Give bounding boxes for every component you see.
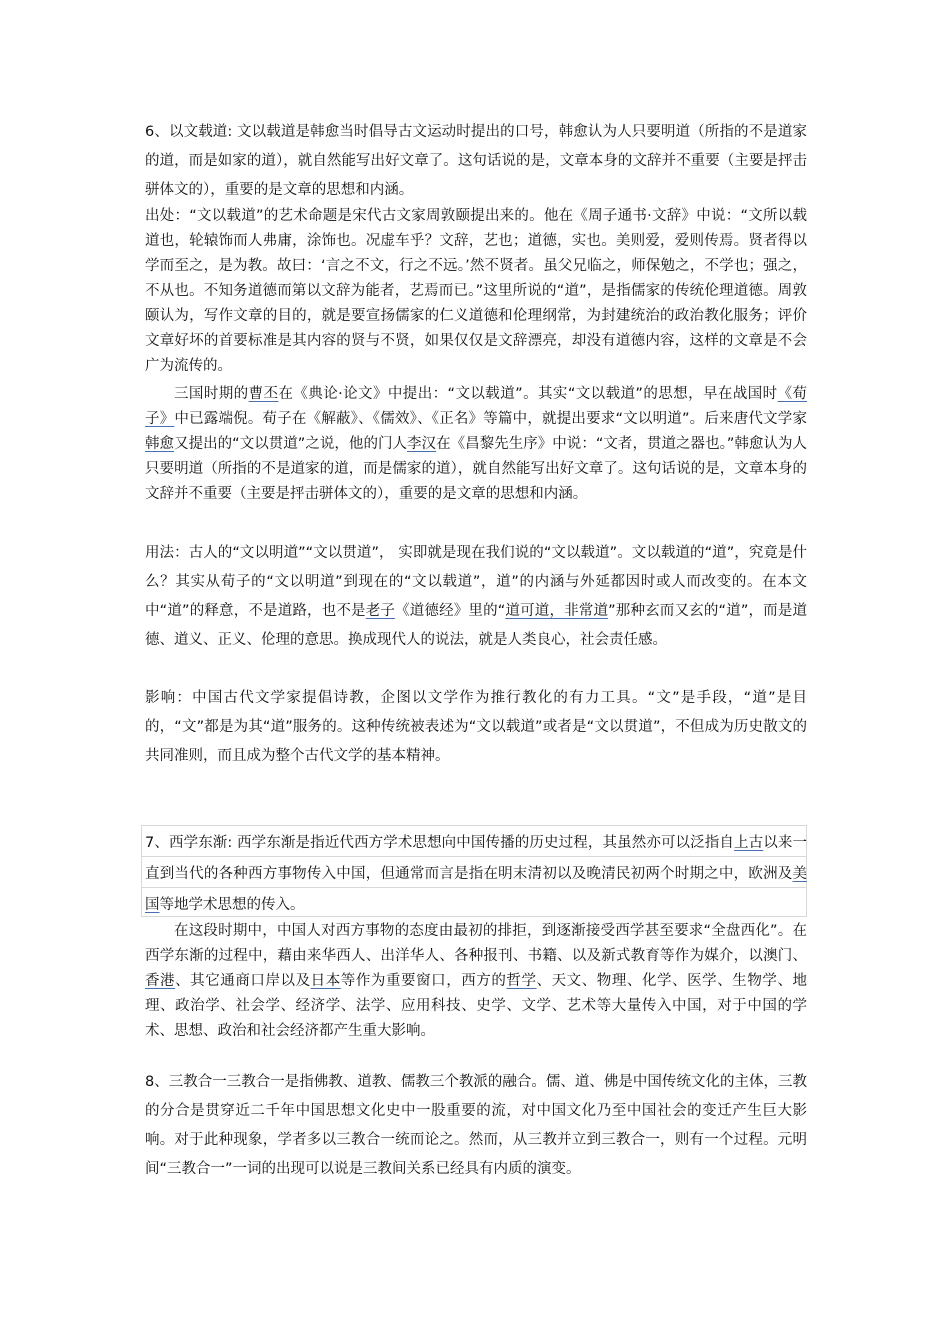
paragraph-text: 8、三教合一三教合一是指佛教、道教、儒教三个教派的融合。儒、道、佛是中国传统文化的主体，三教的分合是贯穿近二千年中国思想文化史中一股重要的流，对中国文化乃至中国社会的变迁产生巨大影响。对于此种现象，学者多以三教合一统而论之。然而，从三教并立到三教合一，则有一个过程。元明间“三教合一”一词的出现可以说是三教间关系已经具有内质的演变。 bbox=[145, 1074, 807, 1177]
text-run: 在《典论·论文》中提出：“文以载道”。其实“文以载道”的思想，早在战国时 bbox=[278, 386, 778, 402]
link-hanyu[interactable]: 韩愈 bbox=[145, 436, 175, 452]
paragraph-text: 出处：“文以载道”的艺术命题是宋代古文家周敦颐提出来的。他在《周子通书·文辞》中说：“文所以载道也，轮辕饰而人弗庸，涂饰也。况虚车乎？文辞，艺也；道德，实也。美则爱，爱则传焉。贤者得以学而至之，是为教。故曰：‘言之不文，行之不远。’然不贤者。虽父兄临之，师保勉之，不学也；强之，不从也。不知务道德而第以文辞为能者，艺焉而已。”这里所说的“道”，是指儒家的传统伦理道德。周敦颐认为，写作文章的目的，就是要宣扬儒家的仁义道德和伦理纲常，为封建统治的政治教化服务；评价文章好坏的首要标准是其内容的贤与不贤，如果仅仅是文辞漂亮，却没有道德内容，这样的文章是不会广为流传的。 bbox=[145, 208, 807, 374]
text-run: 中已露端倪。荀子在《解蔽》、《儒效》、《正名》等篇中，就提出要求“文以明道”。后来唐代文学家 bbox=[174, 411, 807, 427]
text-run: 、其它通商口岸以及 bbox=[175, 973, 311, 989]
text-run: 三国时期的 bbox=[174, 386, 249, 402]
paragraph-text bbox=[145, 382, 807, 507]
section-7-body-paragraph bbox=[145, 919, 807, 1044]
link-laozi[interactable]: 老子 bbox=[365, 603, 396, 619]
link-lihan[interactable]: 李汉 bbox=[407, 436, 437, 452]
paragraph-text bbox=[145, 919, 807, 1044]
text-run: 又提出的“文以贯道”之说，他的门人 bbox=[174, 436, 408, 452]
text-run: 、天文、物理、化学、医学、生物学、地理、政治学、社会学、经济学、法学、应用科技、史学、文学、艺术等大量传入中国，对于中国的学术、思想、政治和社会经济都产生重大影响。 bbox=[145, 973, 808, 1039]
text-run: 7、西学东渐: 西学东渐是指近代西方学术思想向中国传播的历史过程，其虽然亦可以泛指自 bbox=[145, 835, 735, 851]
link-zhexue[interactable]: 哲学 bbox=[506, 973, 537, 989]
section-8-paragraph bbox=[145, 1068, 807, 1184]
text-run: 等地学术思想的传入。 bbox=[159, 897, 305, 913]
paragraph-text: 影响：中国古代文学家提倡诗教，企图以文学作为推行教化的有力工具。“文”是手段，“道”是目的，“文”都是为其“道”服务的。这种传统被表述为“文以载道”或者是“文以贯道”，不但成为历史散文的共同准则，而且成为整个古代文学的基本精神。 bbox=[145, 690, 807, 764]
section-6-influence-paragraph bbox=[145, 684, 807, 771]
text-run: 《道德经》里的“ bbox=[395, 603, 506, 619]
section-6-source-paragraph bbox=[145, 204, 807, 379]
paragraph-text bbox=[145, 828, 807, 921]
section-6-usage-paragraph bbox=[145, 539, 807, 655]
link-riben[interactable]: 日本 bbox=[310, 973, 341, 989]
link-xianggang[interactable]: 香港 bbox=[145, 973, 176, 989]
section-6-sanguo-paragraph bbox=[145, 382, 807, 507]
text-run: 在《昌黎先生序》中说：“文者，贯道之器也。”韩愈认为人只要明道（所指的不是道家的道，而是儒家的道），就自然能写出好文章了。这句话说的是，文章本身的文辞并不重要（主要是抨击骈体文的），重要的是文章的思想和内涵。 bbox=[145, 436, 808, 502]
link-caopi[interactable]: 曹丕 bbox=[248, 386, 279, 402]
text-run: 在这段时期中，中国人对西方事物的态度由最初的排拒，到逐渐接受西学甚至要求“全盘西化”。在西学东渐的过程中，藉由来华西人、出洋华人、各种报刊、书籍、以及新式教育等作为媒介，以澳门、 bbox=[145, 923, 807, 964]
paragraph-text: 6、以文载道: 文以载道是韩愈当时倡导古文运动时提出的口号，韩愈认为人只要明道（所指的不是道家的道，而是如家的道），就自然能写出好文章了。这句话说的是，文章本身的文辞并不重要（主要是抨击骈体文的），重要的是文章的思想和内涵。 bbox=[145, 124, 807, 198]
text-run: 以来一直到当代的各种西方事物传入中国，但通常而言是指在明末清初以及晚清民初两个时期之中，欧洲及 bbox=[145, 835, 808, 882]
link-shanggu[interactable]: 上古 bbox=[734, 835, 764, 851]
link-meiguo[interactable]: 美国 bbox=[145, 866, 807, 913]
link-xunzi[interactable]: 《荀子》 bbox=[145, 386, 808, 427]
text-run: 用法：古人的“文以明道”“文以贯道”， 实即就是现在我们说的“文以载道”。文以载道的“道”，究竟是什么？其实从荀子的“文以明道”到现在的“文以载道”，道”的内涵与外延都因时或人而改变的。在本文中“道”的释意，不是道路，也不是 bbox=[145, 545, 807, 619]
section-6-heading-paragraph bbox=[145, 118, 807, 205]
text-run: ”那种玄而又玄的“道”，而是道德、道义、正义、伦理的意思。换成现代人的说法，就是人类良心，社会责任感。 bbox=[145, 603, 808, 648]
section-7-heading-paragraph bbox=[145, 828, 807, 921]
link-daokedao[interactable]: 道可道，非常道 bbox=[505, 603, 609, 619]
text-run: 等作为重要窗口，西方的 bbox=[340, 973, 507, 989]
paragraph-text bbox=[145, 539, 807, 655]
